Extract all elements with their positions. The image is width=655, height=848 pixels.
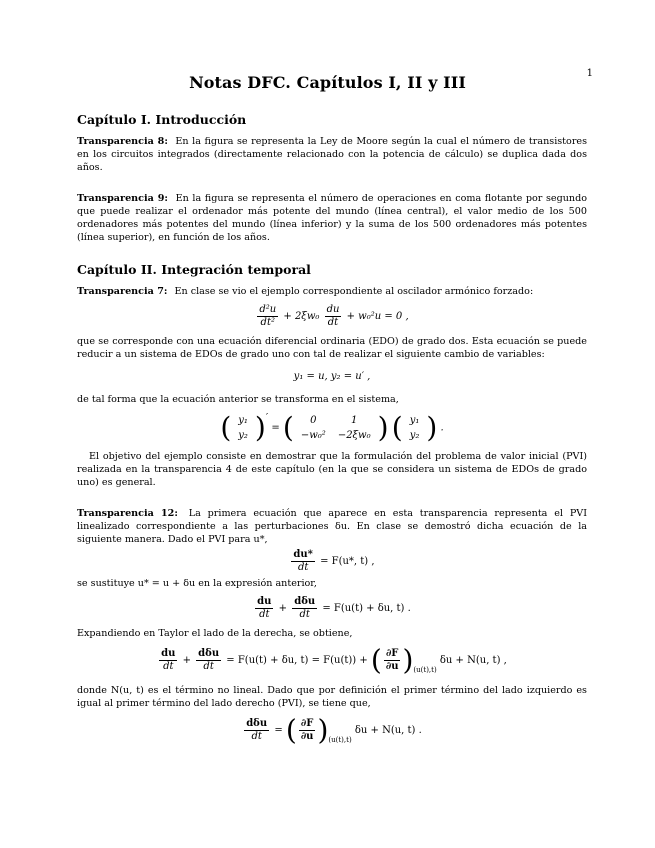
equation-substituted: [77, 596, 587, 621]
document-title: Notas DFC. Capítulos I, II y III: [189, 73, 466, 92]
transparencia-12-paragraph: [77, 507, 587, 546]
eq4-num: du*: [293, 549, 313, 560]
transparencia-12-text: La primera ecuación que aparece en esta transparencia representa el PVI linealizado correspondiente a las perturbaciones δu. En clase se demostró dicha ecuación de la siguiente manera. Dado el PVI para u*,: [77, 508, 587, 545]
transparencia-7-paragraph: [77, 285, 587, 298]
transparencia-7-label: Transparencia 7:: [77, 286, 168, 297]
eq3-prime: ′: [265, 412, 269, 424]
equation-pvi: [77, 549, 587, 574]
eq7-num: dδu: [246, 718, 268, 729]
page-number: 1: [586, 68, 593, 79]
eq1-tail: + w₀²u = 0 ,: [346, 311, 409, 322]
eq5-den2: dt: [299, 609, 310, 620]
eq7-subscript: (u(t),t): [328, 736, 352, 744]
y2-right: y₂: [409, 430, 420, 441]
paragraph-objective: El objetivo del ejemplo consiste en demostrar que la formulación del problema de valor inicial (PVI) realizada en la transparencia 4 de este capítulo (en la que se considera un sistema de EDOs de grado uno) es general.: [77, 451, 587, 488]
eq5-plus: +: [278, 603, 288, 614]
eq6-den1: dt: [163, 661, 174, 672]
eq6-num1: du: [161, 648, 176, 659]
eq7-eq: =: [274, 725, 283, 736]
y2-left: y₂: [238, 430, 248, 441]
eq6-pnum: ∂F: [384, 648, 401, 661]
transparencia-7-text: En clase se vio el ejemplo correspondiente al oscilador armónico forzado:: [174, 286, 534, 297]
eq4-rhs: = F(u*, t) ,: [320, 556, 375, 567]
eq4-den: dt: [297, 562, 309, 573]
y1-left: y₁: [238, 415, 248, 426]
equation-linearized: $\frac{\text{dδu}}{dt}$ = ( $\frac{\partial F}{\partial u}$ )$_{(u(t),t)}$ δu + N(u, t) .: [246, 713, 422, 747]
transparencia-8-paragraph: [77, 135, 587, 174]
coefficient-matrix: [294, 412, 378, 444]
paragraph-taylor: Expandiendo en Taylor el lado de la derecha, se obtiene,: [77, 628, 353, 639]
eq6-pden: ∂u: [385, 661, 399, 672]
m22: −2ξw₀: [337, 430, 371, 441]
eq7-den: dt: [251, 731, 262, 742]
equation-taylor: $\frac{du}{dt}$ + $\frac{\text{dδu}}{dt}$ = F(u(t) + δu, t) = F(u(t)) + ( $\frac{\partial F}{\partial u}$ )$_{(u(t),t)}$ δu + N(u, t) ,: [161, 643, 507, 677]
eq6-tail: δu + N(u, t) ,: [439, 655, 507, 666]
eq5-num1: du: [257, 596, 272, 607]
m12: 1: [351, 415, 358, 426]
transparencia-12-label: Transparencia 12:: [77, 508, 178, 519]
document-body: [77, 112, 587, 754]
vector-y-right: [403, 412, 427, 444]
eq1-num1: d²u: [259, 304, 277, 315]
equation-change-variables: y₁ = u, y₂ = u′ ,: [293, 371, 371, 382]
eq6-plus: +: [182, 655, 191, 666]
eq7-pnum: ∂F: [299, 718, 316, 731]
eq6-den2: dt: [203, 661, 214, 672]
chapter-1-heading: Capítulo I. Introducción: [77, 112, 247, 127]
eq6-num2: dδu: [198, 648, 220, 659]
transparencia-8-label: Transparencia 8:: [77, 136, 168, 147]
paragraph-nonlinear: donde N(u, t) es el término no lineal. Dado que por definición el primer término del lado izquierdo es igual al primer término del lado derecho (PVI), se tiene que,: [77, 685, 587, 709]
eq6-mid: = F(u(t) + δu, t) = F(u(t)) +: [226, 655, 368, 666]
vector-y-left: [231, 412, 255, 444]
eq7-pden: ∂u: [300, 731, 314, 742]
equation-matrix-system: ( y₁ y₂ )′ = ( 0 1 −w₀² −2ξw₀ ) ( y₁ y₂ ) .: [220, 411, 444, 444]
eq6-subscript: (u(t),t): [413, 666, 437, 674]
eq5-num2: dδu: [294, 596, 316, 607]
paragraph-substitution: se sustituye u* = u + δu en la expresión anterior,: [77, 578, 317, 589]
transparencia-9-paragraph: [77, 192, 587, 244]
chapter-2-heading: Capítulo II. Integración temporal: [77, 262, 311, 277]
transparencia-8-text: En la figura se representa la Ley de Moore según la cual el número de transistores en los circuitos integrados (directamente relacionado con la potencia de cálculo) se duplica dada dos años.: [77, 136, 587, 173]
transparencia-9-text: En la figura se representa el número de operaciones en coma flotante por segundo que puede realizar el ordenador más potente del mundo (línea central), el valor medio de los 500 ordenadores más potentes del mundo (línea inferior) y la suma de los 500 ordenadores más potentes (línea superior), en función de los años.: [77, 193, 588, 243]
eq1-num2: du: [326, 304, 340, 315]
eq3-equals: =: [271, 422, 280, 434]
paragraph-edo: que se corresponde con una ecuación diferencial ordinaria (EDO) de grado dos. Esta ecuación se puede reducir a un sistema de EDOs de grado uno con tal de realizar el siguiente cambio de variables:: [77, 336, 587, 360]
eq5-den1: dt: [259, 609, 270, 620]
transparencia-9-label: Transparencia 9:: [77, 193, 168, 204]
paragraph-system: de tal forma que la ecuación anterior se transforma en el sistema,: [77, 394, 399, 405]
eq1-den2: dt: [327, 317, 339, 328]
eq7-tail: δu + N(u, t) .: [354, 725, 422, 736]
eq3-end: .: [440, 422, 444, 434]
eq1-mid: + 2ξw₀: [283, 311, 320, 322]
m21: −w₀²: [300, 430, 326, 441]
equation-oscillator: [77, 304, 587, 329]
eq1-den1: dt²: [260, 317, 275, 328]
y1-right: y₁: [409, 415, 420, 426]
eq5-rhs: = F(u(t) + δu, t) .: [322, 603, 411, 614]
m11: 0: [310, 415, 317, 426]
